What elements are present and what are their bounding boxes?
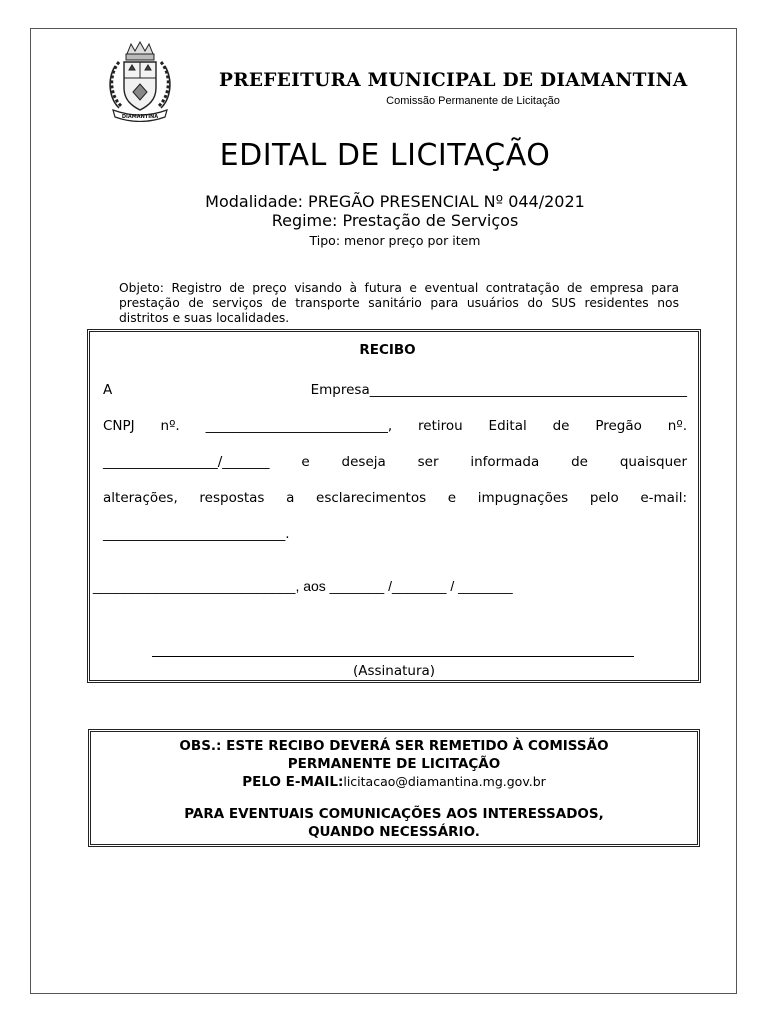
recibo-title: RECIBO <box>359 342 416 358</box>
recibo-empresa-line: A Empresa_______________________________________________ <box>103 382 687 398</box>
objeto-paragraph: Objeto: Registro de preço visando à futura e eventual contratação de empresa para prestação de serviços de transporte sanitário para usuários do SUS residentes nos distritos e suas localidades. <box>119 281 679 325</box>
recibo-pregao-line: _________________/_______ e deseja ser informada de quaisquer <box>103 454 687 470</box>
recibo-date-line: __________________________, aos _______ /_______ / _______ <box>93 578 513 594</box>
obs-line-5: QUANDO NECESSÁRIO. <box>308 824 480 840</box>
org-subtitle: Comissão Permanente de Licitação <box>386 95 560 107</box>
svg-text:DIAMANTINA: DIAMANTINA <box>121 114 159 120</box>
obs-line-2: PERMANENTE DE LICITAÇÃO <box>287 756 501 772</box>
recibo-alteracoes-line: alterações, respostas a esclarecimentos e impugnações pelo e-mail: <box>103 490 687 506</box>
obs-email-address: licitacao@diamantina.mg.gov.br <box>343 774 546 789</box>
recibo-cnpj-line: CNPJ nº. ___________________________, retirou Edital de Pregão nº. <box>103 418 687 434</box>
obs-line-1: OBS.: ESTE RECIBO DEVERÁ SER REMETIDO À COMISSÃO <box>179 738 609 754</box>
regime: Regime: Prestação de Serviços <box>271 211 519 230</box>
document-title: EDITAL DE LICITAÇÃO <box>219 138 551 173</box>
recibo-email-line: ___________________________. <box>103 526 290 542</box>
city-crest-logo <box>105 40 175 122</box>
modalidade: Modalidade: PREGÃO PRESENCIAL Nº 044/2021 <box>205 192 585 211</box>
signature-label: (Assinatura) <box>352 663 436 679</box>
obs-email-line <box>88 774 700 790</box>
obs-line-4: PARA EVENTUAIS COMUNICAÇÕES AOS INTERESSADOS, <box>184 806 604 822</box>
obs-email-label: PELO E-MAIL: <box>242 774 344 790</box>
tipo: Tipo: menor preço por item <box>309 233 481 248</box>
signature-line <box>152 656 634 657</box>
org-name: PREFEITURA MUNICIPAL DE DIAMANTINA <box>219 70 688 91</box>
